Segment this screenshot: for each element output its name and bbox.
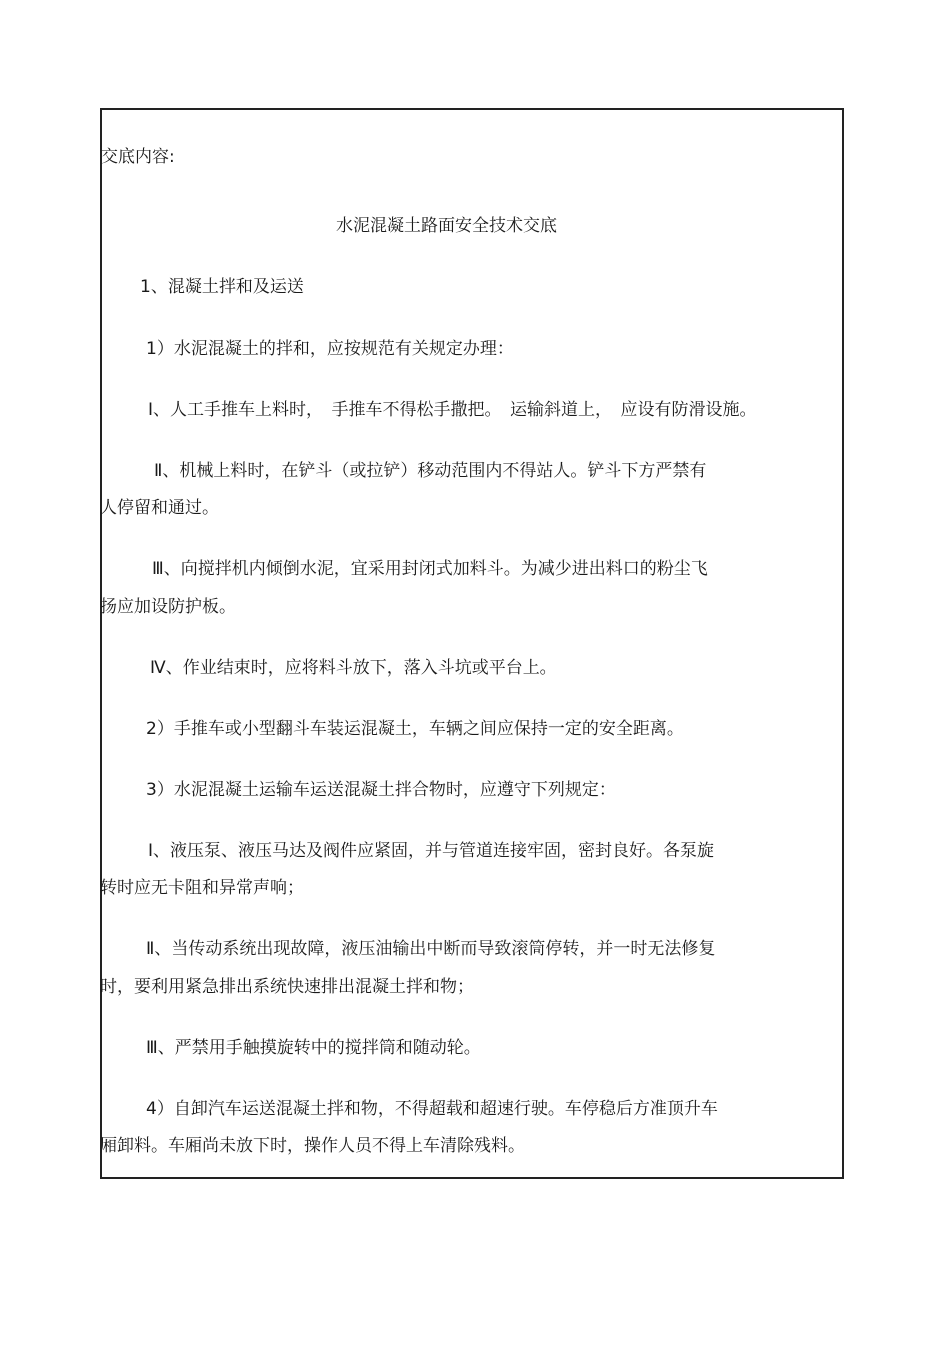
clause-3-i: Ⅰ、液压泵、液压马达及阀件应紧固，并与管道连接牢固，密封良好。各泵旋 xyxy=(148,841,715,861)
section-label: 交底内容: xyxy=(101,147,175,167)
clause-1: 1）水泥混凝土的拌和，应按规范有关规定办理： xyxy=(146,339,514,359)
clause-1-iii-cont: 扬应加设防护板。 xyxy=(100,597,236,617)
clause-4: 4）自卸汽车运送混凝土拌和物，不得超载和超速行驶。车停稳后方准顶升车 xyxy=(146,1099,718,1119)
heading-mixing-transport: 1、混凝土拌和及运送 xyxy=(140,277,304,297)
clause-1-iv: Ⅳ、作业结束时，应将料斗放下，落入斗坑或平台上。 xyxy=(150,658,557,678)
clause-1-ii: Ⅱ、机械上料时，在铲斗（或拉铲）移动范围内不得站人。铲斗下方严禁有 xyxy=(154,461,707,481)
clause-1-ii-cont: 人停留和通过。 xyxy=(100,498,219,518)
clause-3-i-cont: 转时应无卡阻和异常声响； xyxy=(100,878,304,898)
document-title: 水泥混凝土路面安全技术交底 xyxy=(336,216,557,236)
clause-3-ii-cont: 时，要利用紧急排出系统快速排出混凝土拌和物； xyxy=(100,977,474,997)
clause-3: 3）水泥混凝土运输车运送混凝土拌合物时，应遵守下列规定： xyxy=(146,780,616,800)
clause-1-iii: Ⅲ、向搅拌机内倾倒水泥，宜采用封闭式加料斗。为减少进出料口的粉尘飞 xyxy=(152,559,708,579)
clause-4-cont: 厢卸料。车厢尚未放下时，操作人员不得上车清除残料。 xyxy=(100,1136,525,1156)
document-frame xyxy=(100,108,844,1179)
clause-3-ii: Ⅱ、当传动系统出现故障，液压油输出中断而导致滚筒停转，并一时无法修复 xyxy=(146,939,716,959)
clause-2: 2）手推车或小型翻斗车装运混凝土，车辆之间应保持一定的安全距离。 xyxy=(146,719,684,739)
clause-1-i: Ⅰ、人工手推车上料时， 手推车不得松手撒把。 运输斜道上， 应设有防滑设施。 xyxy=(148,400,757,420)
clause-3-iii: Ⅲ、严禁用手触摸旋转中的搅拌筒和随动轮。 xyxy=(146,1038,481,1058)
